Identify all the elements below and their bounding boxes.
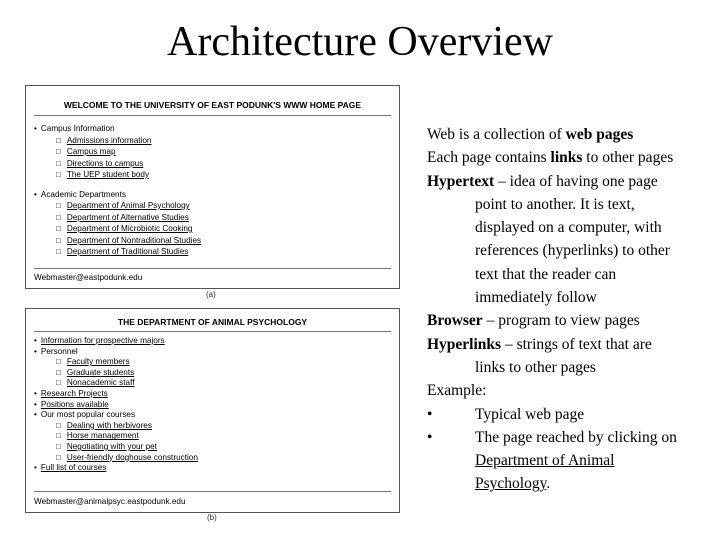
home-page-top-divider (34, 115, 391, 116)
link-psychology[interactable]: Psychology (475, 475, 547, 493)
caption-a: (a) (206, 290, 216, 299)
example-label: Example: (427, 382, 487, 400)
link-negotiating-with-pet[interactable]: Negotiating with your pet (66, 441, 157, 451)
dept-page-top-divider (34, 331, 391, 332)
link-prospective-majors[interactable]: Information for prospective majors (40, 336, 165, 345)
explanation-text: Web is a collection of web pages Each page contains links to other pages Hypertext – idea of having one page point to another. It is text, displayed on a computer, with references (hyperlinks) to other text that the reader can immediately follow Browser – program to view pages Hyperlinks – strings of text that are links to other pages Example: • Typical web page • The page reached by clicking on Department of Animal Psychology. (427, 123, 717, 496)
link-admissions-information[interactable]: Admissions information (66, 135, 152, 145)
link-positions-available[interactable]: Positions available (40, 399, 109, 409)
links-definition: Each page contains links to other pages (427, 149, 674, 167)
home-page-bottom-divider (34, 268, 391, 269)
browser-definition: Browser – program to view pages (427, 312, 640, 330)
link-dept-traditional-studies[interactable]: Department of Traditional Studies (66, 247, 189, 256)
link-doghouse-construction[interactable]: User-friendly doghouse construction (66, 452, 198, 462)
hypertext-definition: Hypertext – idea of having one page (427, 172, 658, 190)
example-bullet-2: • The page reached by clicking on (427, 428, 677, 446)
slide-title: Architecture Overview (167, 19, 553, 65)
list-item-popular-courses: • Our most popular courses (34, 410, 198, 421)
screenshot-home-page (25, 85, 400, 289)
link-directions-to-campus[interactable]: Directions to campus (66, 158, 144, 168)
dept-page-bottom-divider (34, 491, 391, 492)
dept-page-webmaster: Webmaster@animalpsyc.eastpodunk.edu (34, 497, 186, 506)
link-department-animal-psychology[interactable]: Department of Animal (475, 452, 615, 470)
link-faculty-members[interactable]: Faculty members (66, 357, 130, 367)
link-campus-map[interactable]: Campus map (66, 147, 116, 156)
link-dept-nontraditional-studies[interactable]: Department of Nontraditional Studies (66, 235, 202, 245)
caption-b: (b) (207, 513, 217, 522)
home-page-heading: WELCOME TO THE UNIVERSITY OF EAST PODUNK'S WWW HOME PAGE (63, 100, 362, 110)
link-student-body[interactable]: The UEP student body (66, 170, 150, 179)
link-dept-alternative-studies[interactable]: Department of Alternative Studies (66, 212, 189, 222)
link-graduate-students[interactable]: Graduate students (66, 367, 135, 377)
list-item-personnel: • Personnel (34, 347, 198, 358)
link-herbivores[interactable]: Dealing with herbivores (66, 420, 152, 430)
hyperlinks-definition: Hyperlinks – strings of text that are (427, 335, 652, 353)
link-nonacademic-staff[interactable]: Nonacademic staff (66, 378, 135, 388)
home-page-list (34, 123, 201, 258)
link-full-course-list[interactable]: Full list of courses (40, 463, 107, 473)
example-bullet-1: • Typical web page (427, 405, 585, 423)
link-dept-microbiotic-cooking[interactable]: Department of Microbiotic Cooking (66, 224, 193, 233)
link-dept-animal-psychology[interactable]: Department of Animal Psychology (66, 201, 190, 210)
link-research-projects[interactable]: Research Projects (40, 388, 108, 398)
dept-page-heading: THE DEPARTMENT OF ANIMAL PSYCHOLOGY (117, 317, 308, 327)
screenshot-dept-page (25, 308, 400, 513)
dept-page-list (34, 336, 198, 474)
list-item-academic-departments: • Academic Departments (34, 189, 201, 201)
home-page-webmaster: Webmaster@eastpodunk.edu (34, 273, 143, 282)
web-definition: Web is a collection of web pages (427, 126, 634, 143)
link-horse-management[interactable]: Horse management (66, 431, 139, 441)
list-item-campus-information: • Campus Information (34, 123, 201, 135)
